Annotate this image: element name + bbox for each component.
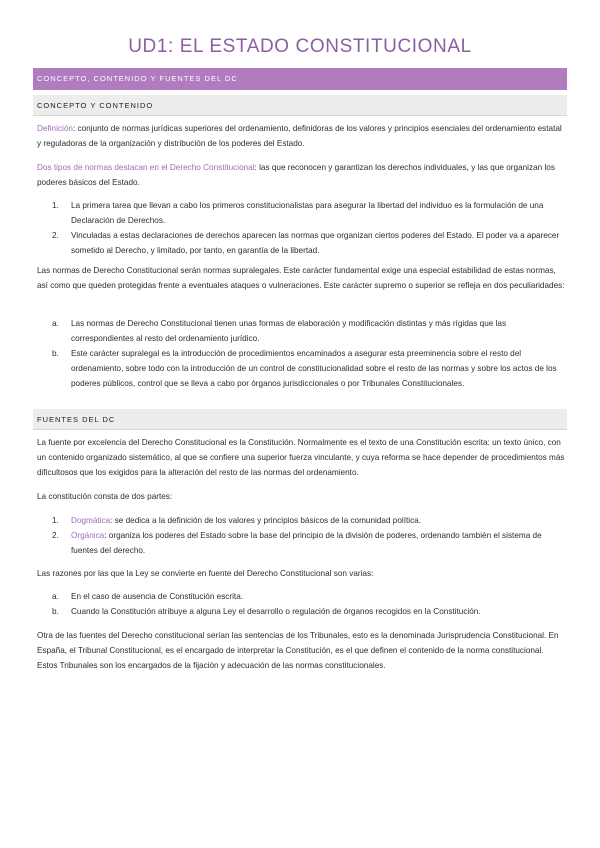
- list-item-text: Las normas de Derecho Constitucional tienen unas formas de elaboración y modificación distintas y más rígidas que las correspondientes al resto del ordenamiento jurídico.: [71, 319, 507, 343]
- partes-list: [37, 513, 565, 558]
- list-item: [37, 513, 565, 528]
- list-item: [37, 228, 565, 258]
- definition-paragraph: [37, 121, 565, 151]
- list-marker: 1.: [52, 516, 59, 525]
- list-marker: b.: [52, 607, 59, 616]
- list-item: [37, 589, 565, 604]
- jurisprudencia-paragraph: Otra de las fuentes del Derecho constitucional serían las sentencias de los Tribunales, esto es la denominada Jurisprudencia Constitucional. En España, el Tribunal Constitucional, es el encargado de interpretar la Constitución, es el que definen el contenido de la norma constitucional. Estos Tribunales son los encargados de la fijación y adecuación de las normas constitucionales.: [37, 631, 559, 670]
- list-item: [37, 316, 565, 346]
- list-item-text: : se dedica a la definición de los valores y principios básicos de la comunidad política.: [110, 516, 421, 525]
- list-item: [37, 604, 565, 619]
- section-header: CONCEPTO, CONTENIDO Y FUENTES DEL DC: [33, 68, 567, 90]
- list-item: [37, 198, 565, 228]
- list-item: [37, 346, 565, 391]
- norm-types-paragraph: [37, 160, 565, 190]
- list-marker: 2.: [52, 231, 59, 240]
- list-marker: a.: [52, 319, 59, 328]
- list-marker: b.: [52, 349, 59, 358]
- list-item-term: Orgánica: [71, 531, 105, 540]
- list-item-text: La primera tarea que llevan a cabo los primeros constitucionalistas para asegurar la libertad del individuo es la formulación de una Declaración de Derechos.: [71, 201, 544, 225]
- page-title: UD1: EL ESTADO CONSTITUCIONAL: [128, 36, 472, 57]
- list-marker: a.: [52, 592, 59, 601]
- list-item-term: Dogmática: [71, 516, 111, 525]
- list-item-text: Este carácter supralegal es la introducción de procedimientos encaminados a asegurar esta preeminencia sobre el resto del ordenamiento, sobre todo con la introducción de un control de constitucionalidad sobre el resto de las normas y sobre los actos de los poderes públicos, control que se lleva a cabo por órganos jurisdiccionales o por Tribunales Constitucionales.: [71, 349, 557, 388]
- numbered-list: [37, 198, 565, 258]
- definition-term: Definición: [37, 124, 73, 133]
- list-item-text: Vinculadas a estas declaraciones de derechos aparecen las normas que organizan ciertos poderes del Estado. El poder va a aparecer sometido al Derecho, y limitado, por tanto, en garantía de la libertad.: [71, 231, 560, 255]
- partes-paragraph: La constitución consta de dos partes:: [37, 492, 173, 501]
- list-item-text: : organiza los poderes del Estado sobre la base del principio de la división de poderes, ordenando también el sistema de fuentes del derecho.: [71, 531, 542, 555]
- list-item-text: En el caso de ausencia de Constitución escrita.: [71, 592, 244, 601]
- list-marker: 1.: [52, 201, 59, 210]
- supralegal-paragraph: Las normas de Derecho Constitucional serán normas supralegales. Este carácter fundamental exige una especial estabilidad de estas normas, así como que queden protegidas frente a eventuales ataques o vulneraciones. Este carácter supremo o superior se refleja en dos peculiaridades:: [37, 266, 565, 290]
- subsection-header-fuentes: FUENTES DEL DC: [33, 409, 567, 430]
- norm-types-text: : las que reconocen y garantizan los derechos individuales, y las que organizan los poderes básicos del Estado.: [37, 163, 555, 187]
- lettered-list: [37, 316, 565, 391]
- fuente-paragraph: La fuente por excelencia del Derecho Constitucional es la Constitución. Normalmente es el texto de una Constitución escrita: un texto único, con un contenido organizado sistemático, al que se confiere una superior fuerza vinculante, y cuya reforma se hace depender de procedimientos más dificultosos que los exigidos para la alteración del resto de las normas del ordenamiento.: [37, 438, 565, 477]
- norm-types-term: Dos tipos de normas destacan en el Derecho Constitucional: [37, 163, 255, 172]
- list-marker: 2.: [52, 531, 59, 540]
- definition-text: : conjunto de normas jurídicas superiores del ordenamiento, definidoras de los valores y principios esenciales del ordenamiento estatal y reguladoras de la organización y distribución de los poderes del Estado.: [37, 124, 562, 148]
- ley-list: [37, 589, 565, 619]
- list-item-text: Cuando la Constitución atribuye a alguna Ley el desarrollo o regulación de órganos recogidos en la Constitución.: [71, 607, 481, 616]
- ley-paragraph: Las razones por las que la Ley se convierte en fuente del Derecho Constitucional son varias:: [37, 569, 374, 578]
- list-item: [37, 528, 565, 558]
- subsection-header-concepto: CONCEPTO Y CONTENIDO: [33, 95, 567, 116]
